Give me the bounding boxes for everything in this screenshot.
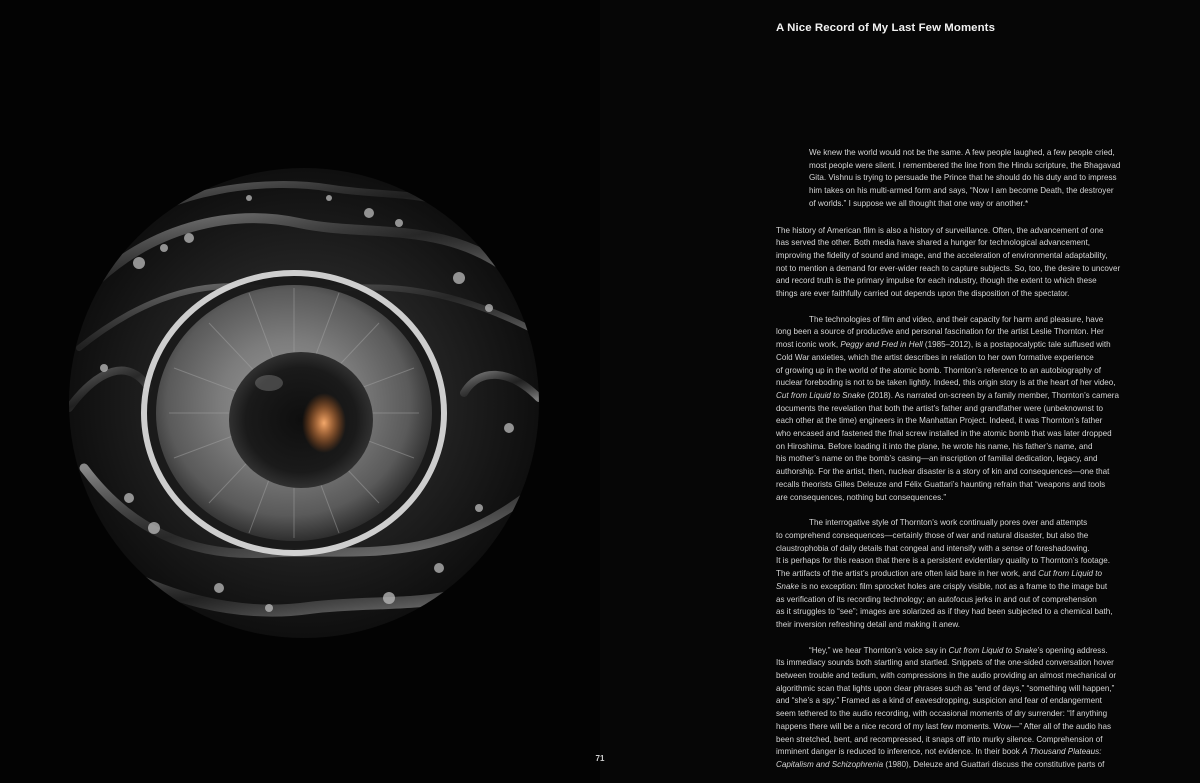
text-line: between trouble and tedium, with compressions in the audio providing an almost mechanical or bbox=[776, 671, 1117, 681]
text-line: his mother’s name on the bomb’s casing—an inscription of familial dedication, legacy, and bbox=[776, 454, 1098, 464]
text-line: happens there will be a nice record of my last few moments. Wow—” After all of the audio has bbox=[776, 721, 1112, 731]
text-line: improving the fidelity of sound and image, and the acceleration of environmental adaptability, bbox=[776, 250, 1108, 260]
quote-line: most people were silent. I remembered the line from the Hindu scripture, the Bhagavad bbox=[809, 160, 1121, 170]
text-line: Cold War anxieties, which the artist describes in relation to her own formative experience bbox=[776, 352, 1094, 362]
eye-illustration bbox=[69, 168, 539, 638]
text-line: nuclear foreboding is not to be taken lightly. Indeed, this origin story is at the heart of her video, bbox=[776, 378, 1116, 388]
text-line: Snake is no exception: film sprocket holes are crisply visible, not as a frame to the image but bbox=[776, 581, 1108, 591]
text-line: recalls theorists Gilles Deleuze and Félix Guattari’s haunting refrain that “weapons and tools bbox=[776, 479, 1106, 489]
text-line: Its immediacy sounds both startling and startled. Snippets of the one-sided conversation hover bbox=[776, 658, 1114, 668]
text-line: imminent danger is reduced to inference, not evidence. In their book A Thousand Plateaus: bbox=[776, 747, 1102, 757]
text-line: claustrophobia of daily details that congeal and intensify with a sense of foreshadowing. bbox=[776, 543, 1090, 553]
text-line: on Hiroshima. Before loading it into the plane, he wrote his name, his father’s name, and bbox=[776, 441, 1093, 451]
epigraph-quote bbox=[809, 147, 1181, 211]
text-line: are consequences, nothing but consequences.” bbox=[776, 492, 947, 502]
quote-line: We knew the world would not be the same. A few people laughed, a few people cried, bbox=[809, 148, 1115, 157]
text-line: authorship. For the artist, then, nuclear disaster is a story of kin and consequences—one that bbox=[776, 467, 1110, 477]
quote-line: him takes on his multi-armed form and says, “Now I am become Death, the destroyer bbox=[809, 186, 1114, 196]
work-title: Cut from Liquid to Snake bbox=[776, 390, 866, 400]
paragraph-1 bbox=[776, 225, 1181, 301]
paragraph-2 bbox=[776, 314, 1181, 505]
work-title: Capitalism and Schizophrenia bbox=[776, 759, 884, 769]
text-line: been stretched, bent, and recompressed, it snaps off into murky silence. Comprehension of bbox=[776, 734, 1103, 744]
text-line: has served the other. Both media have shared a hunger for technological advancement, bbox=[776, 238, 1091, 248]
work-title: A Thousand Plateaus: bbox=[1022, 747, 1102, 757]
text-line: of growing up in the world of the atomic bomb. Thornton’s reference to an autobiography of bbox=[776, 365, 1101, 375]
text-line: The history of American film is also a history of surveillance. Often, the advancement of one bbox=[776, 225, 1104, 235]
text-line: Cut from Liquid to Snake (2018). As narrated on-screen by a family member, Thornton’s camera bbox=[776, 390, 1119, 400]
text-line: to comprehend consequences—certainly those of war and natural disaster, but also the bbox=[776, 530, 1089, 540]
text-line: The technologies of film and video, and their capacity for harm and pleasure, have bbox=[809, 314, 1104, 324]
text-line: The artifacts of the artist’s production are often laid bare in her work, and Cut from Liquid to bbox=[776, 569, 1103, 579]
page-number: 71 bbox=[595, 754, 605, 763]
text-line: their inversion refreshing detail and making it anew. bbox=[776, 619, 961, 629]
paragraph-4 bbox=[776, 645, 1181, 772]
text-line: most iconic work, Peggy and Fred in Hell (1985–2012), is a postapocalyptic tale suffused with bbox=[776, 340, 1111, 350]
text-line: “Hey,” we hear Thornton’s voice say in Cut from Liquid to Snake’s opening address. bbox=[809, 645, 1108, 655]
text-line: seem tethered to the audio recording, with occasional moments of dry surrender: “If anything bbox=[776, 709, 1108, 719]
paragraph-3 bbox=[776, 517, 1181, 631]
text-line: It is perhaps for this reason that there is a persistent evidentiary quality to Thornton’s footage. bbox=[776, 556, 1110, 566]
text-line: Capitalism and Schizophrenia (1980), Deleuze and Guattari discuss the constitutive parts of bbox=[776, 759, 1105, 769]
quote-line: Gita. Vishnu is trying to persuade the Prince that he should do his duty and to impress bbox=[809, 173, 1117, 183]
text-line: things are ever faithfully carried out depends upon the disposition of the spectator. bbox=[776, 289, 1070, 299]
text-line: documents the revelation that both the artist’s father and grandfather were (unbeknownst to bbox=[776, 403, 1103, 413]
article-body bbox=[776, 147, 1181, 772]
text-line: algorithmic scan that lights upon clear phrases such as “end of days,” “something will happen,” bbox=[776, 683, 1115, 693]
text-line: and “she’s a spy.” Framed as a kind of eavesdropping, suspicion and fear of endangerment bbox=[776, 696, 1102, 706]
quote-line: of worlds.” I suppose we all thought that one way or another.* bbox=[809, 198, 1029, 208]
work-title: Peggy and Fred in Hell bbox=[840, 340, 923, 350]
work-title: Snake bbox=[776, 581, 799, 591]
running-head: A Nice Record of My Last Few Moments bbox=[776, 22, 996, 34]
text-line: as it struggles to “see”; images are solarized as if they had been subjected to a chemical bath, bbox=[776, 607, 1113, 617]
eye-image bbox=[69, 168, 539, 638]
work-title: Cut from Liquid to Snake bbox=[948, 645, 1038, 655]
text-line: long been a source of productive and personal fascination for the artist Leslie Thornton. Her bbox=[776, 327, 1104, 337]
text-line: and record truth is the primary impulse for each industry, though the extent to which these bbox=[776, 276, 1097, 286]
text-line: not to mention a demand for ever-wider reach to capture subjects. So, too, the desire to uncover bbox=[776, 263, 1121, 273]
text-line: each other at the time) engineers in the Manhattan Project. Indeed, it was Thornton’s father bbox=[776, 416, 1103, 426]
text-line: as verification of its recording technology; an autofocus jerks in and out of comprehension bbox=[776, 594, 1097, 604]
text-line: who encased and fastened the final screw installed in the atomic bomb that was later dropped bbox=[776, 429, 1112, 439]
text-line: The interrogative style of Thornton’s work continually pores over and attempts bbox=[809, 518, 1088, 528]
work-title: Cut from Liquid to bbox=[1038, 569, 1103, 579]
